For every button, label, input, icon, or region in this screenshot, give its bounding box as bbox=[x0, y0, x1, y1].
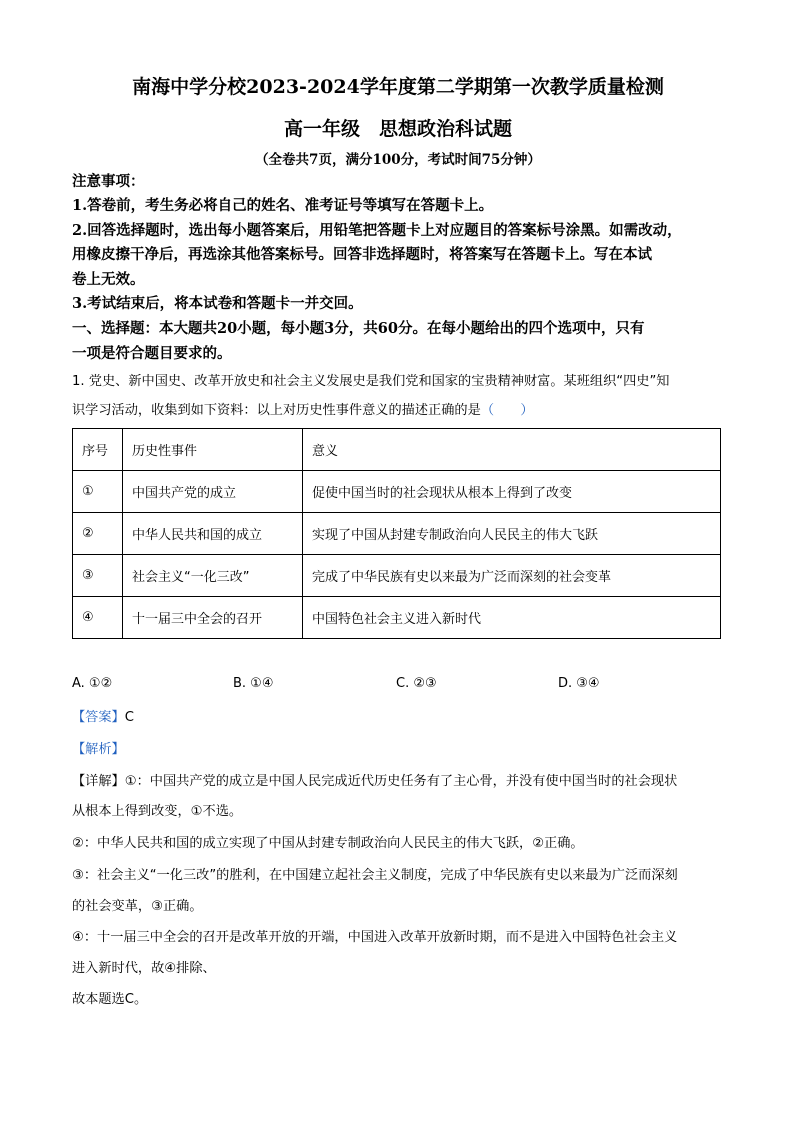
analysis-label: 【解析】 bbox=[72, 742, 125, 757]
table-cell: 完成了中华民族有史以来最为广泛而深刻的社会变革 bbox=[303, 555, 721, 597]
exam-title: 南海中学分校2023-2024学年度第二学期第一次教学质量检测 bbox=[132, 76, 664, 98]
question-stem: 1. 党史、新中国史、改革开放史和社会主义发展史是我们党和国家的宝贵精神财富。某班组织“四史”知 bbox=[72, 374, 670, 389]
table-cell: ② bbox=[73, 513, 123, 555]
analysis-line: ④：十一届三中全会的召开是改革开放的开端，中国进入改革开放新时期，而不是进入中国特色社会主义 bbox=[72, 930, 678, 945]
section-heading-cont: 一项是符合题目要求的。 bbox=[72, 345, 232, 362]
answer-value: C bbox=[124, 710, 134, 725]
table-header-row bbox=[73, 429, 721, 471]
option-c: C. ②③ bbox=[396, 676, 437, 691]
notice-line: 1.答卷前，考生务必将自己的姓名、准考证号等填写在答题卡上。 bbox=[72, 197, 494, 214]
table-cell: 中国特色社会主义进入新时代 bbox=[303, 597, 721, 639]
analysis-line: ②：中华人民共和国的成立实现了中国从封建专制政治向人民民主的伟大飞跃，②正确。 bbox=[72, 836, 584, 851]
option-b: B. ①④ bbox=[233, 676, 274, 691]
table-row bbox=[73, 597, 721, 639]
table-cell: ① bbox=[73, 471, 123, 513]
header-cell: 序号 bbox=[73, 429, 123, 471]
section-heading: 一、选择题：本大题共20小题，每小题3分，共60分。在每小题给出的四个选项中，只有 bbox=[72, 320, 645, 337]
table-cell: 中华人民共和国的成立 bbox=[123, 513, 303, 555]
question-stem-cont: 识学习活动，收集到如下资料：以上对历史性事件意义的描述正确的是（ ） bbox=[72, 403, 534, 418]
history-events-table bbox=[72, 428, 721, 639]
option-a: A. ①② bbox=[72, 676, 113, 691]
table-row bbox=[73, 471, 721, 513]
exam-subtitle: 高一年级 思想政治科试题 bbox=[283, 118, 512, 140]
analysis-line: ③：社会主义“一化三改”的胜利，在中国建立起社会主义制度，完成了中华民族有史以来最为广泛而深刻 bbox=[72, 868, 678, 883]
table-cell: ④ bbox=[73, 597, 123, 639]
notice-line: 2.回答选择题时，选出每小题答案后，用铅笔把答题卡上对应题目的答案标号涂黑。如需改动， bbox=[72, 222, 682, 239]
table-cell: 十一届三中全会的召开 bbox=[123, 597, 303, 639]
table-cell: 社会主义“一化三改” bbox=[123, 555, 303, 597]
header-cell: 意义 bbox=[303, 429, 721, 471]
table-cell: 中国共产党的成立 bbox=[123, 471, 303, 513]
exam-note: （全卷共7页，满分100分，考试时间75分钟） bbox=[255, 152, 541, 168]
table-row bbox=[73, 513, 721, 555]
notice-line: 3.考试结束后，将本试卷和答题卡一并交回。 bbox=[72, 295, 363, 312]
table-cell: ③ bbox=[73, 555, 123, 597]
header-cell: 历史性事件 bbox=[123, 429, 303, 471]
answer-options bbox=[72, 676, 724, 700]
table-cell: 促使中国当时的社会现状从根本上得到了改变 bbox=[303, 471, 721, 513]
analysis-line: 故本题选C。 bbox=[72, 992, 148, 1007]
answer-bracket: （ ） bbox=[480, 403, 534, 418]
analysis-line: 【详解】①：中国共产党的成立是中国人民完成近代历史任务有了主心骨，并没有使中国当时的社会现状 bbox=[72, 774, 678, 789]
table-cell: 实现了中国从封建专制政治向人民民主的伟大飞跃 bbox=[303, 513, 721, 555]
analysis-line: 的社会变革，③正确。 bbox=[72, 899, 203, 914]
answer-line bbox=[72, 706, 724, 730]
table-row bbox=[73, 555, 721, 597]
analysis-line: 进入新时代，故④排除、 bbox=[72, 961, 216, 976]
notice-heading: 注意事项： bbox=[72, 173, 145, 190]
option-d: D. ③④ bbox=[558, 676, 600, 691]
notice-line: 卷上无效。 bbox=[72, 271, 145, 288]
answer-label: 【答案】 bbox=[72, 710, 125, 725]
notice-line: 用橡皮擦干净后，再选涂其他答案标号。回答非选择题时，将答案写在答题卡上。写在本试 bbox=[72, 246, 652, 263]
analysis-line: 从根本上得到改变，①不选。 bbox=[72, 804, 243, 819]
